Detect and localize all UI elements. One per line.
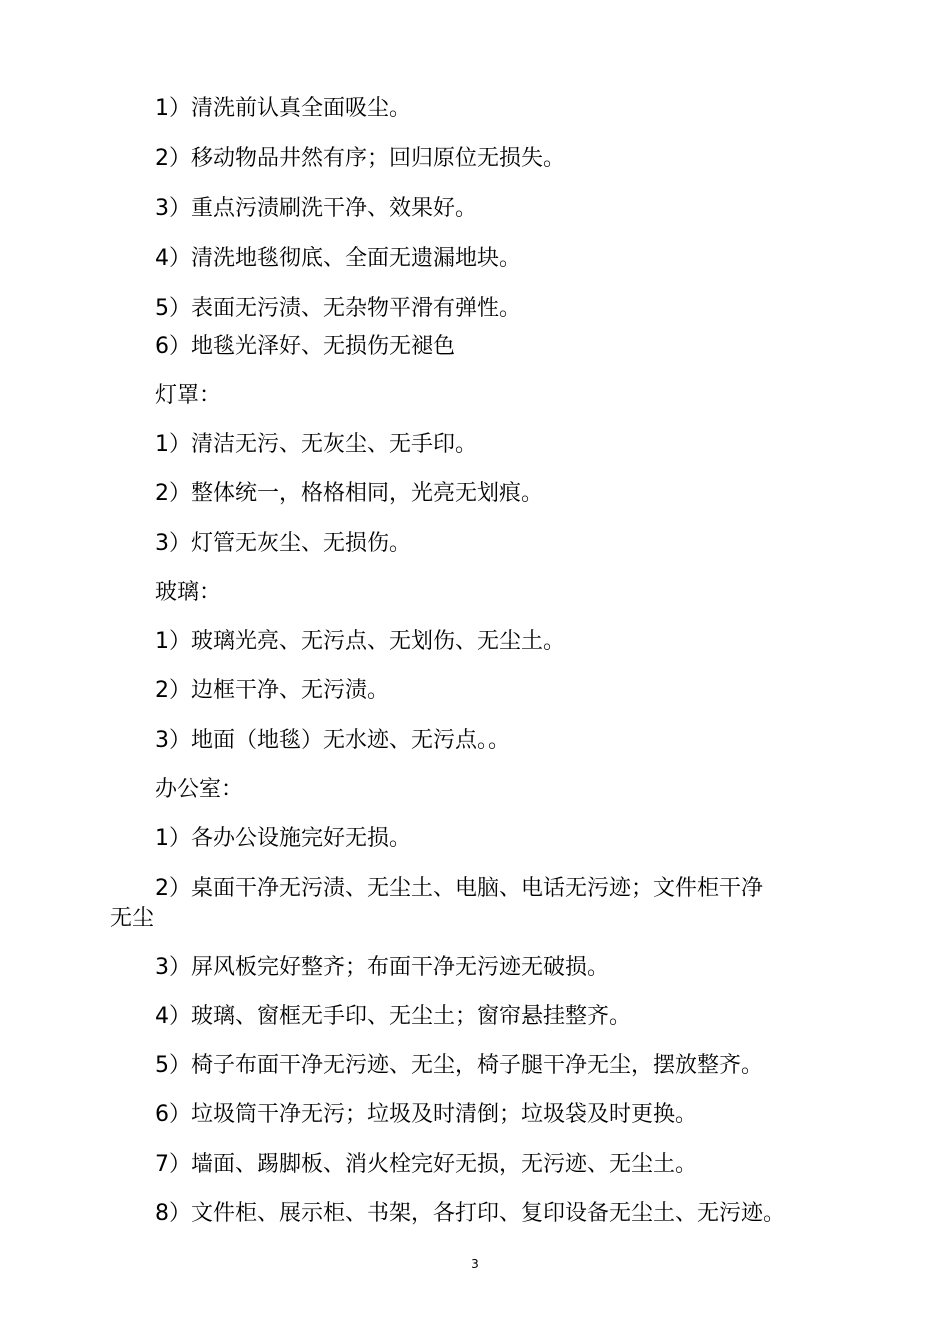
glass-item-1: 1）玻璃光亮、无污点、无划伤、无尘土。 [155, 629, 565, 654]
lampshade-heading: 灯罩： [155, 383, 222, 408]
office-item-2: 2）桌面干净无污渍、无尘土、电脑、电话无污迹；文件柜干净 [155, 876, 763, 901]
lampshade-item-2: 2）整体统一，格格相同，光亮无划痕。 [155, 481, 543, 506]
office-item-6: 6）垃圾筒干净无污；垃圾及时清倒；垃圾袋及时更换。 [155, 1102, 697, 1127]
carpet-item-1: 1）清洗前认真全面吸尘。 [155, 96, 411, 121]
carpet-item-2: 2）移动物品井然有序；回归原位无损失。 [155, 146, 565, 171]
carpet-item-6: 6）地毯光泽好、无损伤无褪色 [155, 334, 455, 359]
office-item-3: 3）屏风板完好整齐；布面干净无污迹无破损。 [155, 955, 609, 980]
glass-item-2: 2）边框干净、无污渍。 [155, 678, 389, 703]
office-heading: 办公室： [155, 777, 244, 802]
office-item-4: 4）玻璃、窗框无手印、无尘土；窗帘悬挂整齐。 [155, 1004, 631, 1029]
lampshade-item-3: 3）灯管无灰尘、无损伤。 [155, 531, 411, 556]
office-item-1: 1）各办公设施完好无损。 [155, 826, 411, 851]
carpet-item-4: 4）清洗地毯彻底、全面无遗漏地块。 [155, 246, 521, 271]
office-item-7: 7）墙面、踢脚板、消火栓完好无损，无污迹、无尘土。 [155, 1152, 697, 1177]
office-item-5: 5）椅子布面干净无污迹、无尘，椅子腿干净无尘，摆放整齐。 [155, 1053, 763, 1078]
carpet-item-3: 3）重点污渍刷洗干净、效果好。 [155, 196, 477, 221]
office-item-8: 8）文件柜、展示柜、书架，各打印、复印设备无尘土、无污迹。 [155, 1201, 785, 1226]
page-number: 3 [471, 1257, 479, 1271]
glass-item-3: 3）地面（地毯）无水迹、无污点。。 [155, 728, 510, 753]
carpet-item-5: 5）表面无污渍、无杂物平滑有弹性。 [155, 296, 521, 321]
glass-heading: 玻璃： [155, 580, 222, 605]
lampshade-item-1: 1）清洁无污、无灰尘、无手印。 [155, 432, 477, 457]
office-item-2-continuation: 无尘 [110, 906, 155, 931]
